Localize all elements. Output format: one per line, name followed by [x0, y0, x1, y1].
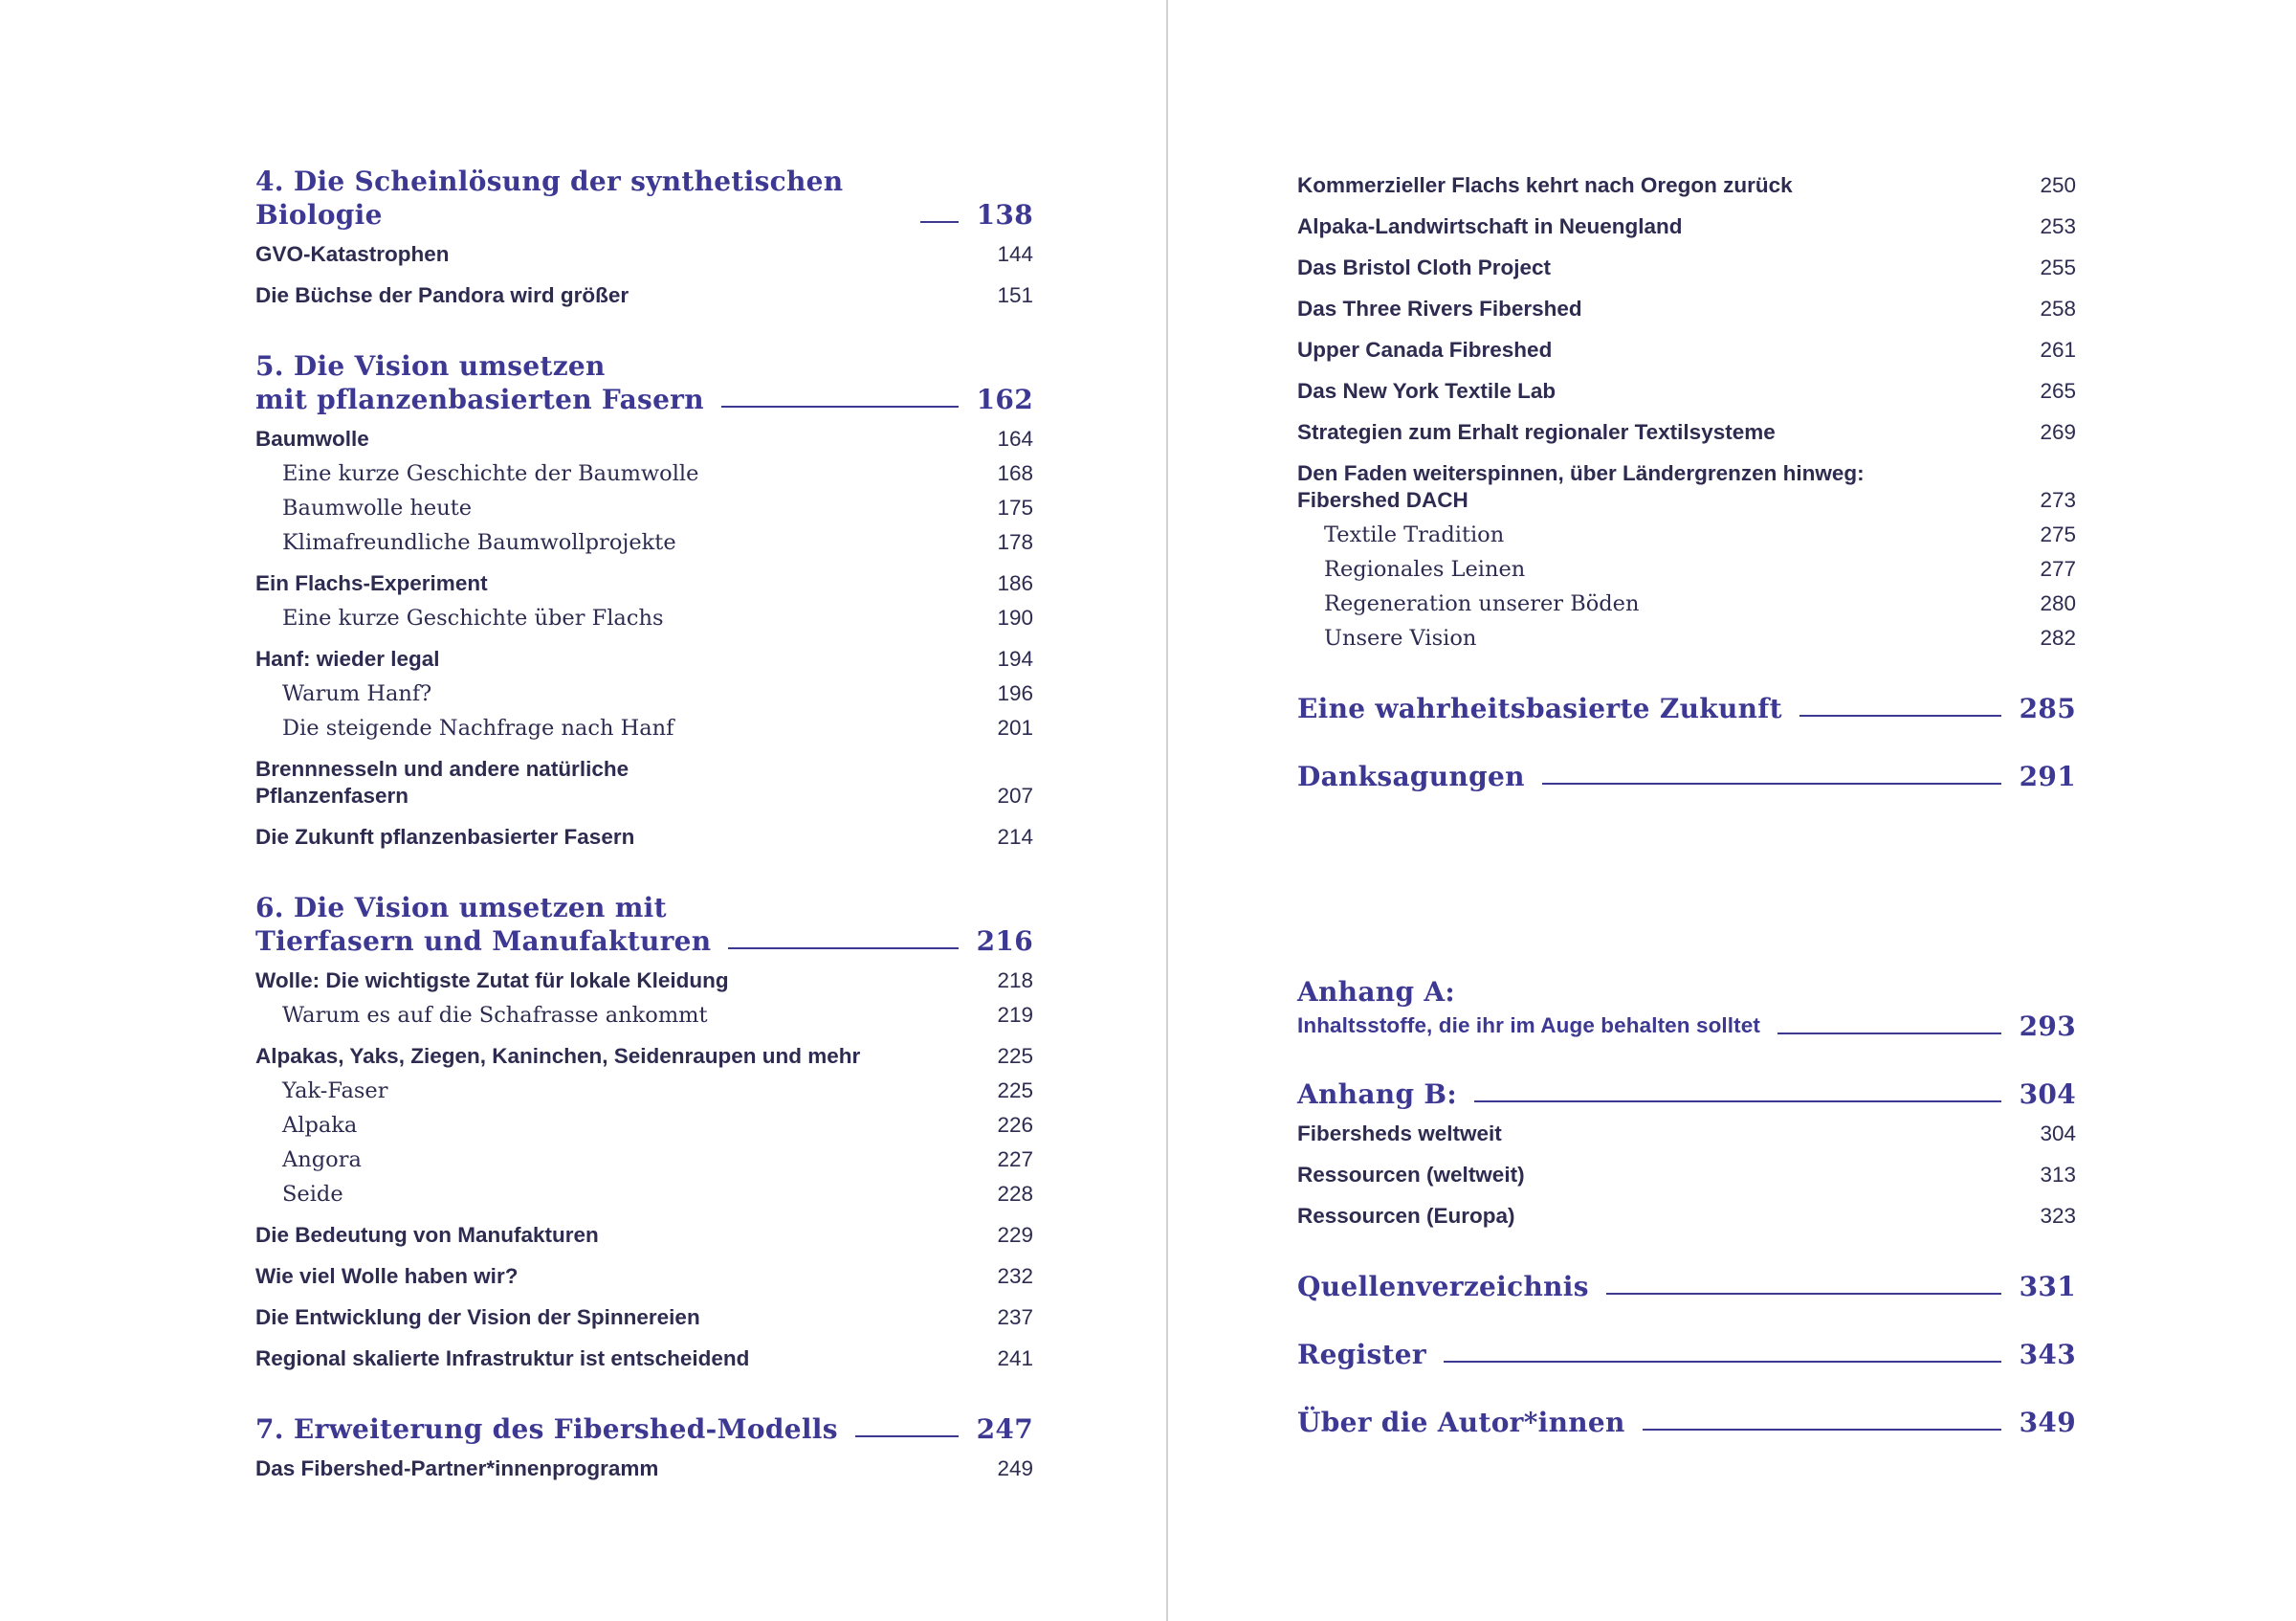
toc-entry-row [1297, 419, 2076, 446]
toc-entry-row [1297, 213, 2076, 240]
entry-title: Register [1297, 1339, 1426, 1370]
entry-titles [1324, 556, 1525, 583]
entry-title: Strategien zum Erhalt regionaler Textilsysteme [1297, 420, 1776, 444]
toc-subentry-row [1297, 590, 2076, 617]
toc-entry-row [255, 241, 1033, 268]
entry-titles [255, 1412, 838, 1446]
entry-title: Das New York Textile Lab [1297, 379, 1556, 403]
entry-title: 6. Die Vision umsetzen mit [255, 892, 667, 923]
toc-entry-row [1297, 1203, 2076, 1230]
entry-title: Den Faden weiterspinnen, über Ländergrenzen hinweg: [1297, 461, 1865, 485]
toc-entry-row [255, 1222, 1033, 1249]
page-number: 232 [997, 1264, 1033, 1288]
toc-entry-row [255, 426, 1033, 453]
page-number: 237 [997, 1305, 1033, 1329]
entry-title: Eine wahrheitsbasierte Zukunft [1297, 693, 1782, 724]
page-number: 226 [997, 1113, 1033, 1137]
page-number: 162 [976, 384, 1033, 415]
toc-column-right [1297, 0, 2076, 1449]
toc-subentry-row [255, 605, 1033, 632]
entry-titles [255, 282, 629, 309]
entry-titles [282, 1112, 357, 1139]
page-number: 225 [997, 1044, 1033, 1068]
toc-subentry-row [255, 1112, 1033, 1139]
toc-subentry-row [255, 715, 1033, 742]
entry-titles [1297, 337, 1552, 364]
entry-titles [1324, 590, 1640, 617]
entry-title: Seide [282, 1182, 343, 1207]
toc-entry-row [255, 967, 1033, 994]
toc-subentry-row [255, 680, 1033, 707]
toc-entry-row [255, 824, 1033, 851]
entry-titles [1297, 419, 1776, 446]
entry-title: 5. Die Vision umsetzen [255, 350, 606, 382]
entry-titles [1297, 172, 1793, 199]
page-number: 190 [997, 606, 1033, 630]
toc-chapter-row [255, 891, 1033, 958]
toc-entry-row [1297, 378, 2076, 405]
toc-entry-row [255, 570, 1033, 597]
leader-line [920, 221, 959, 223]
page-number: 273 [2040, 488, 2076, 512]
page-number: 144 [997, 242, 1033, 266]
entry-titles [282, 1146, 362, 1173]
entry-title: 4. Die Scheinlösung der synthetischen Biologie [255, 166, 844, 231]
page-number: 253 [2040, 214, 2076, 238]
entry-titles [1324, 625, 1476, 652]
toc-chapter-row [1297, 1270, 2076, 1303]
entry-titles [1297, 1162, 1525, 1188]
page-number: 291 [2019, 761, 2076, 792]
leader-line [1474, 1100, 2001, 1102]
entry-titles [255, 1222, 599, 1249]
page-number: 255 [2040, 255, 2076, 279]
toc-entry-row [1297, 337, 2076, 364]
entry-titles [1297, 255, 1551, 281]
entry-titles [1297, 1338, 1426, 1371]
toc-chapter-row [1297, 1338, 2076, 1371]
entry-title: Baumwolle [255, 427, 369, 451]
leader-line [1799, 715, 2001, 717]
entry-title: Kommerzieller Flachs kehrt nach Oregon zurück [1297, 173, 1793, 197]
toc-chapter-row [255, 1412, 1033, 1446]
entry-title: Regionales Leinen [1324, 557, 1526, 582]
leader-line [855, 1435, 959, 1437]
page-number: 218 [997, 968, 1033, 992]
entry-titles [1297, 1121, 1502, 1147]
page-number: 164 [997, 427, 1033, 451]
page-number: 151 [997, 283, 1033, 307]
entry-titles [282, 680, 431, 707]
page-number: 269 [2040, 420, 2076, 444]
entry-titles [1297, 975, 1760, 1043]
entry-titles [1297, 760, 1525, 793]
entry-title: Regeneration unserer Böden [1324, 591, 1640, 616]
toc-subentry-row [1297, 522, 2076, 548]
page-number: 275 [2040, 522, 2076, 546]
toc-subentry-row [255, 1181, 1033, 1208]
entry-titles [255, 241, 450, 268]
toc-entry-row [255, 1304, 1033, 1331]
leader-line [1444, 1361, 2001, 1363]
toc-subentry-row [255, 460, 1033, 487]
page-number: 196 [997, 681, 1033, 705]
entry-titles [255, 824, 634, 851]
entry-titles [1297, 296, 1582, 322]
entry-titles [1297, 1406, 1625, 1439]
entry-title: GVO-Katastrophen [255, 242, 450, 266]
entry-title: mit pflanzenbasierten Fasern [255, 384, 704, 415]
page-number: 293 [2019, 1010, 2076, 1042]
entry-title: Baumwolle heute [282, 496, 473, 521]
leader-line [1643, 1429, 2001, 1431]
entry-titles [282, 1077, 387, 1104]
page-number: 282 [2040, 626, 2076, 650]
entry-titles [255, 349, 704, 416]
toc-column-left [255, 0, 1033, 1482]
entry-title: Regional skalierte Infrastruktur ist entscheidend [255, 1346, 750, 1370]
toc-subentry-row [255, 529, 1033, 556]
entry-titles [1297, 1270, 1589, 1303]
entry-title: Die steigende Nachfrage nach Hanf [282, 716, 674, 741]
entry-title: Pflanzenfasern [255, 784, 409, 808]
page-number: 138 [976, 199, 1033, 231]
entry-titles [255, 1304, 700, 1331]
entry-titles [255, 1043, 860, 1070]
entry-titles [282, 1181, 343, 1208]
page-number: 349 [2019, 1407, 2076, 1438]
toc-chapter-row [255, 349, 1033, 416]
entry-title: Die Bedeutung von Manufakturen [255, 1223, 599, 1247]
toc-entry-row [255, 1455, 1033, 1482]
entry-titles [1324, 522, 1504, 548]
entry-title: Die Zukunft pflanzenbasierter Fasern [255, 825, 635, 849]
page-number: 186 [997, 571, 1033, 595]
page-number: 227 [997, 1147, 1033, 1171]
entry-title: Klimafreundliche Baumwollprojekte [282, 530, 676, 555]
entry-title: Alpaka [282, 1113, 358, 1138]
page-number: 280 [2040, 591, 2076, 615]
page-number: 194 [997, 647, 1033, 671]
page-number: 228 [997, 1182, 1033, 1206]
page-number: 249 [997, 1456, 1033, 1480]
toc-entry-row [255, 282, 1033, 309]
toc-subentry-row [255, 495, 1033, 522]
entry-title: Die Büchse der Pandora wird größer [255, 283, 629, 307]
entry-titles [1297, 378, 1556, 405]
entry-titles [255, 426, 369, 453]
page-number: 214 [997, 825, 1033, 849]
entry-title: Hanf: wieder legal [255, 647, 440, 671]
page-number: 219 [997, 1003, 1033, 1027]
entry-titles [1297, 1203, 1515, 1230]
toc-entry-row [1297, 1121, 2076, 1147]
entry-title: Angora [282, 1147, 362, 1172]
page-number: 331 [2019, 1271, 2076, 1302]
leader-line [721, 406, 959, 408]
page-number: 277 [2040, 557, 2076, 581]
page-number: 178 [997, 530, 1033, 554]
entry-titles [282, 495, 472, 522]
page-number: 304 [2040, 1121, 2076, 1145]
entry-title: Upper Canada Fibreshed [1297, 338, 1553, 362]
entry-title: Brennnesseln und andere natürliche [255, 757, 629, 781]
toc-chapter-row [1297, 1077, 2076, 1111]
entry-title: Tierfasern und Manufakturen [255, 925, 712, 957]
page-number: 168 [997, 461, 1033, 485]
page-number: 250 [2040, 173, 2076, 197]
page-gutter-divider [1166, 0, 1168, 1621]
toc-subentry-row [255, 1146, 1033, 1173]
leader-line [1777, 1033, 2001, 1034]
toc-chapter-row [1297, 692, 2076, 725]
entry-title: Fibersheds weltweit [1297, 1121, 1502, 1145]
entry-title: Das Bristol Cloth Project [1297, 255, 1552, 279]
page-number: 247 [976, 1413, 1033, 1445]
entry-title: Wolle: Die wichtigste Zutat für lokale Kleidung [255, 968, 729, 992]
page-number: 304 [2019, 1078, 2076, 1110]
entry-titles [255, 646, 440, 673]
toc-entry-row [255, 1345, 1033, 1372]
entry-titles [282, 529, 676, 556]
page-number: 343 [2019, 1339, 2076, 1370]
entry-titles [255, 891, 711, 958]
page-number: 285 [2019, 693, 2076, 724]
toc-subentry-row [255, 1077, 1033, 1104]
toc-chapter-row [1297, 975, 2076, 1043]
entry-title: Eine kurze Geschichte über Flachs [282, 606, 664, 631]
entry-title: Das Fibershed-Partner*innenprogramm [255, 1456, 659, 1480]
page-number: 261 [2040, 338, 2076, 362]
entry-title: Unsere Vision [1324, 626, 1477, 651]
entry-subtitle: Inhaltsstoffe, die ihr im Auge behalten solltet [1297, 1013, 1760, 1037]
page-number: 323 [2040, 1204, 2076, 1228]
entry-title: Ein Flachs-Experiment [255, 571, 488, 595]
page-number: 265 [2040, 379, 2076, 403]
toc-subentry-row [255, 1002, 1033, 1029]
page-number: 216 [976, 925, 1033, 957]
entry-title: Ressourcen (Europa) [1297, 1204, 1515, 1228]
entry-titles [255, 570, 488, 597]
toc-entry-row [1297, 1162, 2076, 1188]
toc-entry-row [255, 1043, 1033, 1070]
toc-entry-row [1297, 296, 2076, 322]
entry-title: Wie viel Wolle haben wir? [255, 1264, 519, 1288]
entry-title: Yak-Faser [282, 1078, 388, 1103]
entry-titles [282, 1002, 708, 1029]
entry-title: Anhang B: [1297, 1078, 1457, 1110]
entry-titles [1297, 692, 1782, 725]
entry-title: Ressourcen (weltweit) [1297, 1163, 1525, 1187]
page-number: 207 [997, 784, 1033, 808]
entry-title: 7. Erweiterung des Fibershed-Modells [255, 1413, 838, 1445]
page-number: 258 [2040, 297, 2076, 321]
entry-title: Das Three Rivers Fibershed [1297, 297, 1582, 321]
entry-titles [255, 1345, 749, 1372]
page-number: 201 [997, 716, 1033, 740]
toc-subentry-row [1297, 625, 2076, 652]
entry-titles [1297, 1077, 1457, 1111]
leader-line [728, 947, 959, 949]
entry-title: Über die Autor*innen [1297, 1407, 1625, 1438]
toc-chapter-row [1297, 1406, 2076, 1439]
entry-title: Alpakas, Yaks, Ziegen, Kaninchen, Seidenraupen und mehr [255, 1044, 861, 1068]
entry-titles [282, 605, 664, 632]
entry-titles [255, 756, 629, 810]
leader-line [1542, 783, 2001, 785]
entry-title: Fibershed DACH [1297, 488, 1468, 512]
entry-title: Eine kurze Geschichte der Baumwolle [282, 461, 699, 486]
entry-title: Warum Hanf? [282, 681, 432, 706]
entry-titles [1297, 213, 1683, 240]
toc-chapter-row [255, 165, 1033, 232]
entry-title: Warum es auf die Schafrasse ankommt [282, 1003, 708, 1028]
leader-line [1606, 1293, 2001, 1295]
entry-title: Alpaka-Landwirtschaft in Neuengland [1297, 214, 1683, 238]
page-number: 313 [2040, 1163, 2076, 1187]
page-number: 241 [997, 1346, 1033, 1370]
toc-subentry-row [1297, 556, 2076, 583]
entry-title: Quellenverzeichnis [1297, 1271, 1589, 1302]
entry-titles [282, 460, 698, 487]
toc-entry-row [255, 646, 1033, 673]
entry-titles [255, 165, 903, 232]
toc-entry-row [1297, 460, 2076, 514]
toc-entry-row [1297, 255, 2076, 281]
page-number: 229 [997, 1223, 1033, 1247]
entry-title: Anhang A: [1297, 976, 1456, 1008]
entry-titles [282, 715, 673, 742]
toc-entry-row [255, 756, 1033, 810]
entry-titles [255, 967, 729, 994]
page-number: 225 [997, 1078, 1033, 1102]
entry-title: Die Entwicklung der Vision der Spinnereien [255, 1305, 700, 1329]
entry-titles [255, 1263, 518, 1290]
entry-titles [255, 1455, 658, 1482]
entry-title: Danksagungen [1297, 761, 1525, 792]
entry-titles [1297, 460, 1865, 514]
toc-entry-row [1297, 172, 2076, 199]
toc-entry-row [255, 1263, 1033, 1290]
entry-title: Textile Tradition [1324, 522, 1505, 547]
toc-chapter-row [1297, 760, 2076, 793]
page-number: 175 [997, 496, 1033, 520]
